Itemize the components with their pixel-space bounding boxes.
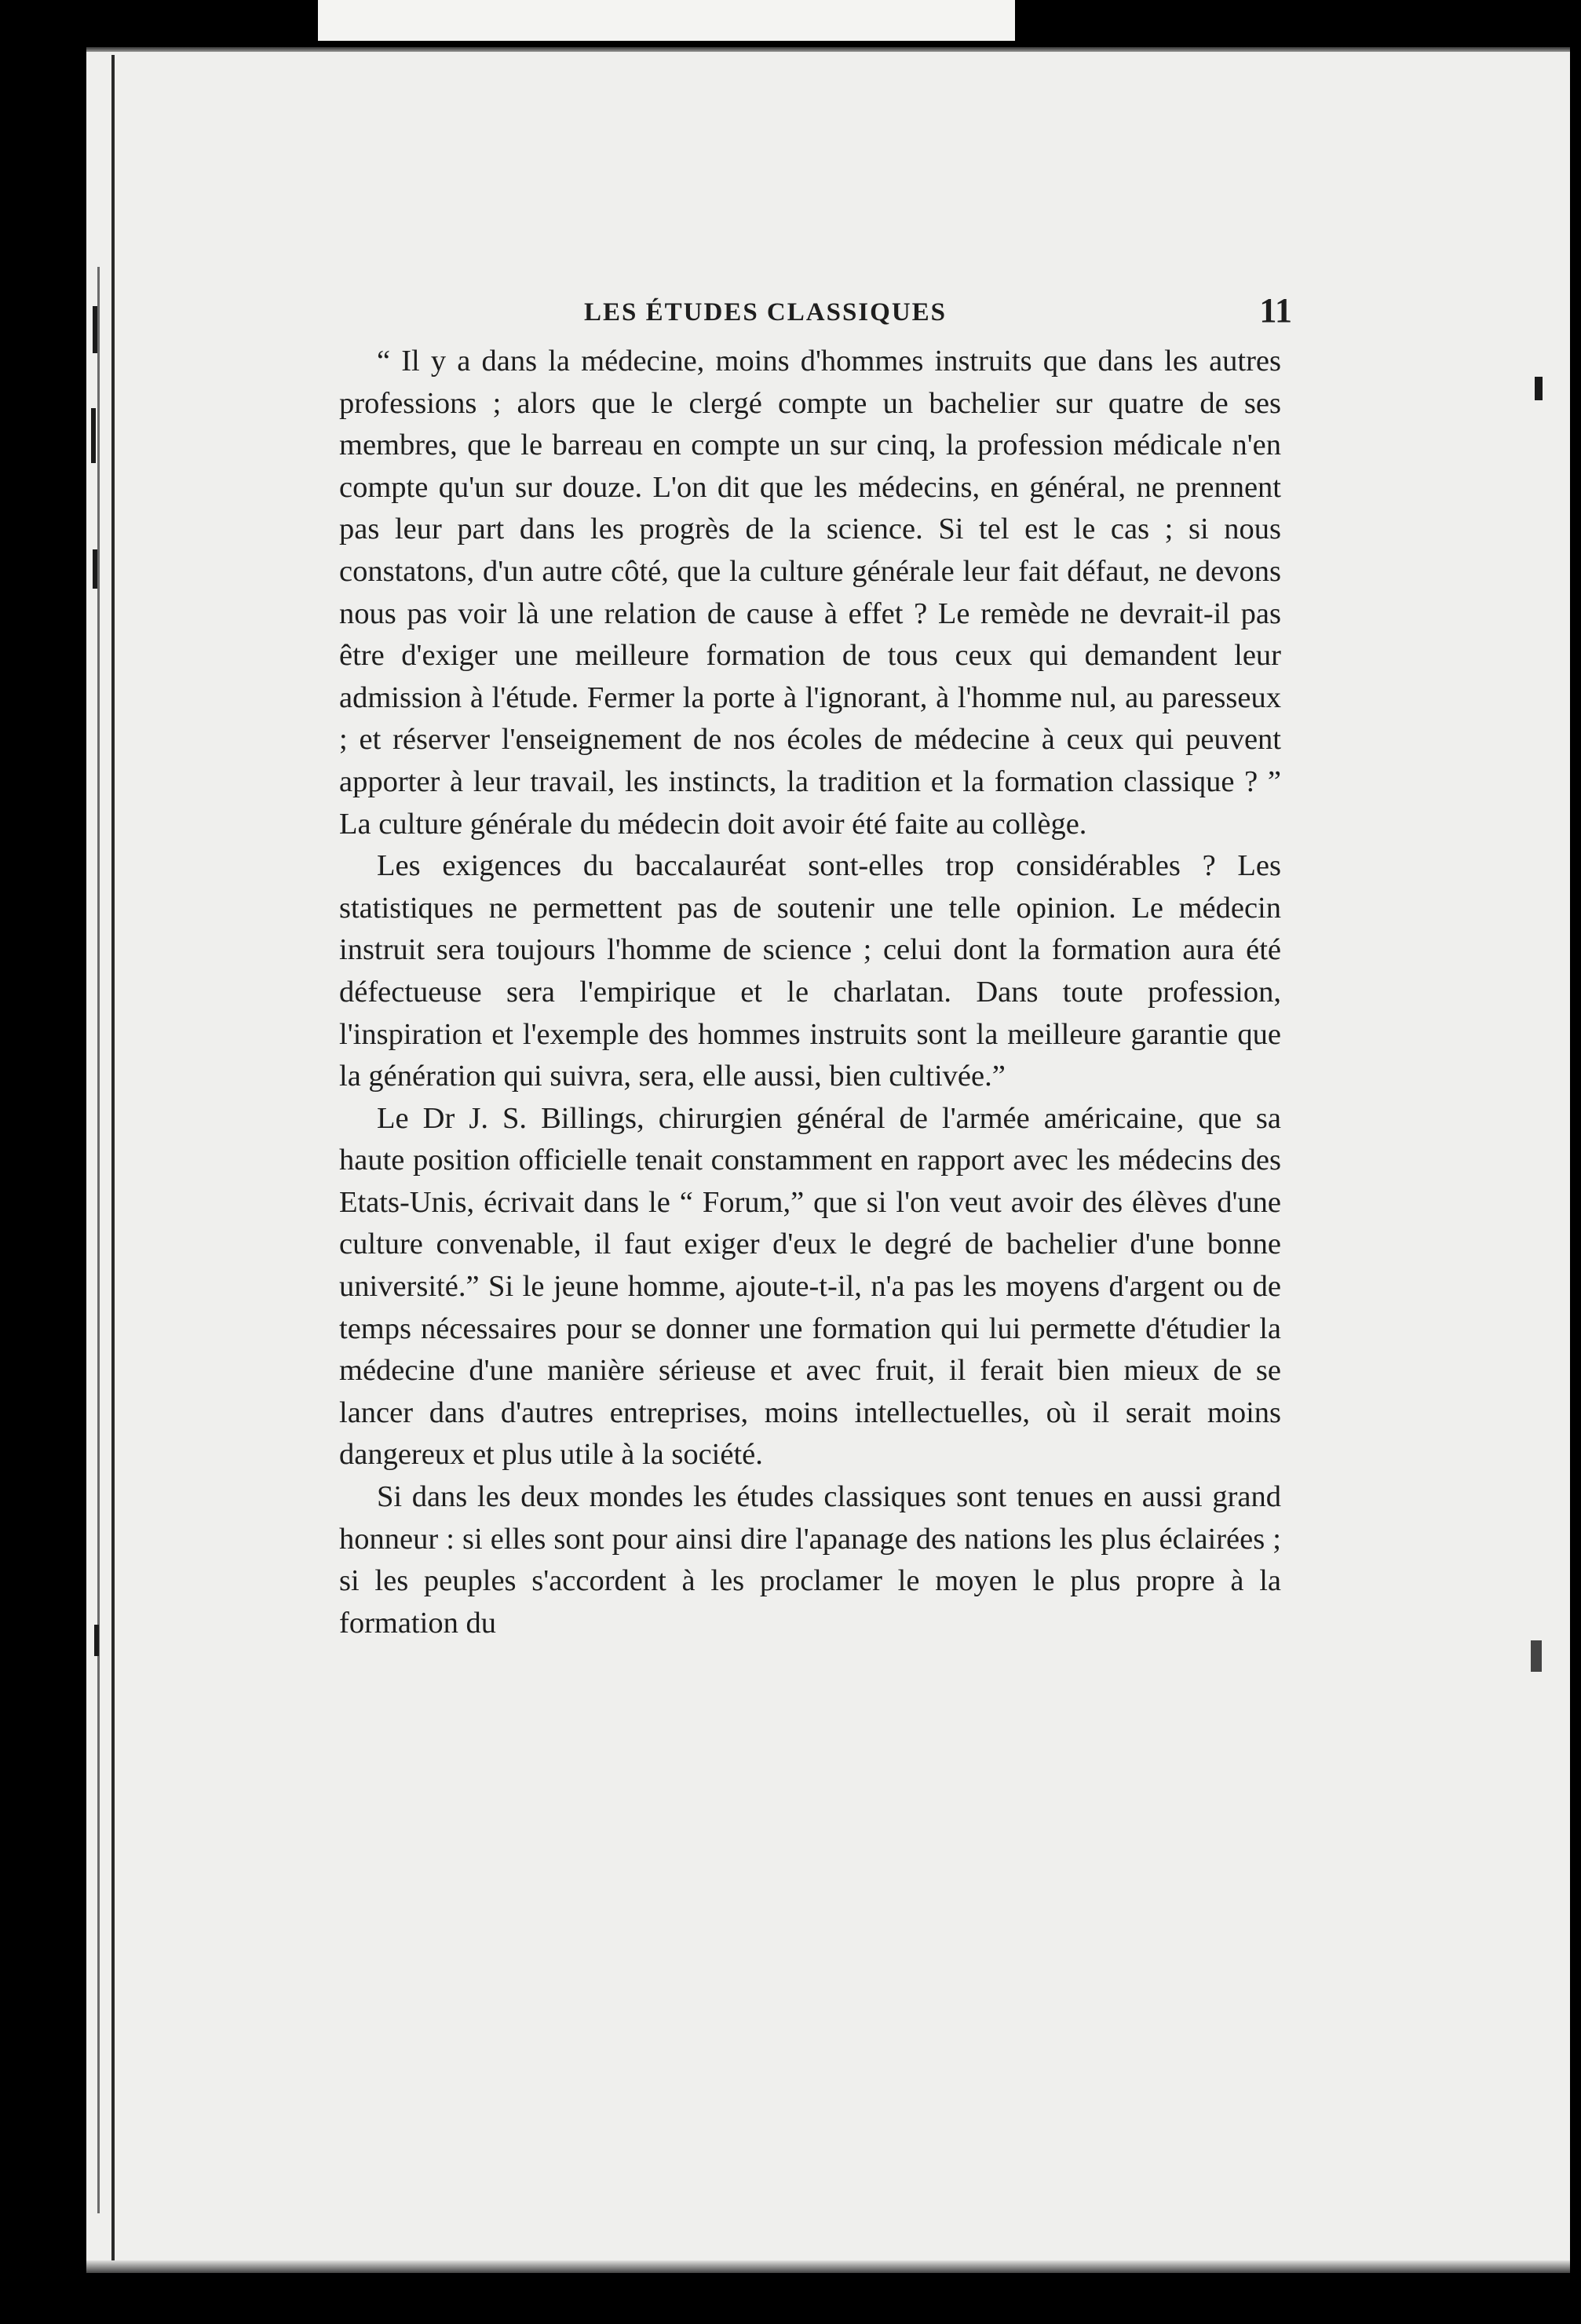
edge-mark — [1535, 377, 1543, 400]
running-head-title: LES ÉTUDES CLASSIQUES — [584, 298, 948, 327]
edge-mark — [93, 549, 97, 589]
edge-mark — [93, 306, 97, 353]
edge-mark — [94, 1625, 99, 1656]
paragraph: Si dans les deux mondes les études classiques sont tenues en aussi grand honneur : si elles sont pour ainsi dire l'apanage des nations les plus éclairées ; si les peuples s'accordent à les proclamer le moyen le plus propre à la formation du — [339, 1480, 1281, 1640]
page-top-tab — [318, 0, 1015, 41]
paragraph: “ Il y a dans la médecine, moins d'hommes instruits que dans les autres professions ; alors que le clergé compte un bachelier sur quatre de ses membres, que le barreau en compte un sur cinq, la profession médicale n'en compte qu'un sur douze. L'on dit que les médecins, en général, ne prennent pas leur part dans les progrès de la science. Si tel est le cas ; si nous constatons, d'un autre côté, que la culture générale leur fait défaut, ne devons nous pas voir là une relation de cause à effet ? Le remède ne devrait-il pas être d'exiger une meilleure formation de tous ceux qui demandent leur admission à l'étude. Fermer la porte à l'ignorant, à l'homme nul, au paresseux ; et réserver l'enseignement de nos écoles de médecine à ceux qui peuvent apporter à leur travail, les instincts, la tradition et la formation classique ? ” La culture générale du médecin doit avoir été faite au collège. — [339, 345, 1281, 841]
page-number: 11 — [1259, 291, 1292, 330]
running-head — [339, 290, 1292, 341]
binding-shadow — [97, 267, 100, 2213]
edge-mark — [1531, 1640, 1542, 1672]
paragraph: Le Dr J. S. Billings, chirurgien général de l'armée américaine, que sa haute position officielle tenait constamment en rapport avec les médecins des Etats-Unis, écrivait dans le “ Forum,” que si l'on veut avoir des élèves d'une culture convenable, il faut exiger d'eux le degré de bachelier d'une bonne université.” Si le jeune homme, ajoute-t-il, n'a pas les moyens d'argent ou de temps nécessaires pour se donner une formation qui lui permette d'étudier la médecine d'une manière sérieuse et avec fruit, il ferait bien mieux de se lancer dans d'autres entreprises, moins intellectuelles, où il serait moins dangereux et plus utile à la société. — [339, 1101, 1281, 1472]
page-text-block — [339, 290, 1292, 1644]
paragraph: Les exigences du baccalauréat sont-elles trop considérables ? Les statistiques ne permettent pas de soutenir une telle opinion. Le médecin instruit sera toujours l'homme de science ; celui dont la formation aura été défectueuse sera l'empirique et le charlatan. Dans toute profession, l'inspiration et l'exemple des hommes instruits sont la meilleure garantie que la génération qui suivra, sera, elle aussi, bien cultivée.” — [339, 849, 1281, 1093]
binding-edge — [111, 55, 115, 2260]
edge-mark — [91, 408, 96, 463]
sheet-bottom-edge — [86, 2260, 1570, 2273]
